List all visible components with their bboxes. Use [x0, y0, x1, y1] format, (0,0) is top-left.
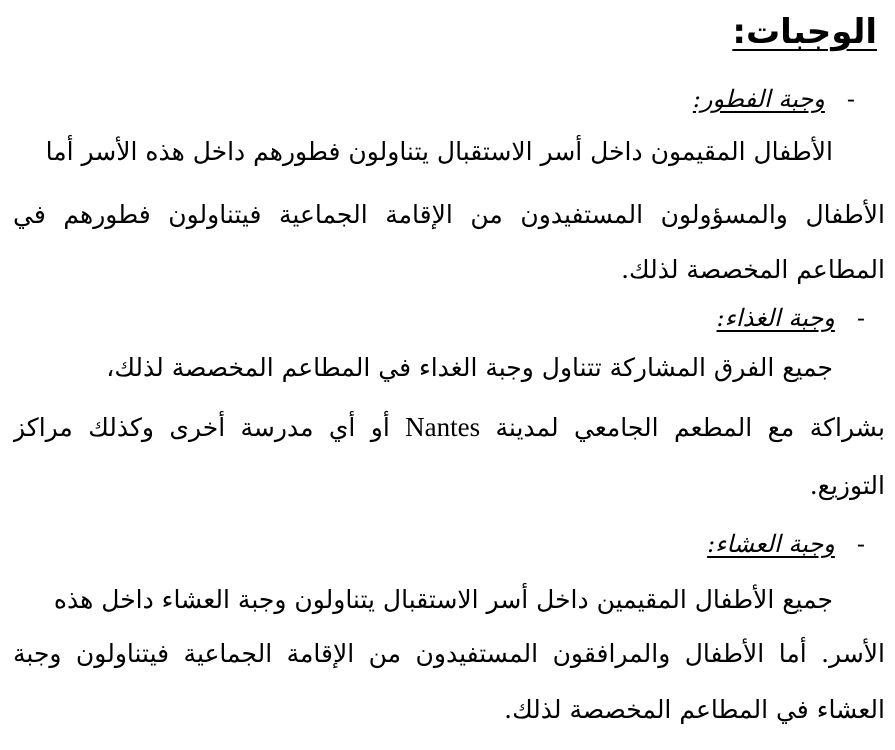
heading-text: وجبة الغذاء: [716, 304, 835, 332]
paragraph-line: الأسر. أما الأطفال والمرافقون المستفيدون من الإقامة الجماعية فيتناولون وجبة [13, 639, 885, 668]
paragraph-line: جميع الفرق المشاركة تتناول وجبة الغداء في المطاعم المخصصة لذلك، [106, 353, 833, 382]
heading-text: وجبة الفطور: [692, 85, 825, 113]
section-heading-lunch [717, 301, 865, 335]
paragraph-line: الأطفال والمسؤولون المستفيدون من الإقامة الجماعية فيتناولون فطورهم في [13, 200, 885, 229]
page-title: الوجبات: [732, 12, 877, 52]
section-heading-dinner [707, 527, 865, 561]
line-text-before: بشراكة مع المطعم الجامعي لمدينة [495, 413, 885, 442]
paragraph-line: التوزيع. [809, 471, 885, 500]
city-name: Nantes [405, 412, 481, 442]
paragraph-line: العشاء في المطاعم المخصصة لذلك. [504, 695, 885, 724]
heading-text: وجبة العشاء: [707, 530, 835, 558]
bullet-dash: - [856, 304, 865, 332]
line-text-after: أو أي مدرسة أخرى وكذلك مراكز [13, 413, 390, 442]
paragraph-line [13, 409, 885, 446]
bullet-dash: - [846, 85, 855, 113]
paragraph-line: المطاعم المخصصة لذلك. [621, 255, 885, 284]
bullet-dash: - [856, 530, 865, 558]
paragraph-line: جميع الأطفال المقيمين داخل أسر الاستقبال يتناولون وجبة العشاء داخل هذه [53, 585, 833, 614]
section-heading-breakfast [693, 82, 855, 116]
paragraph-line: الأطفال المقيمون داخل أسر الاستقبال يتناولون فطورهم داخل هذه الأسر أما [45, 137, 833, 166]
